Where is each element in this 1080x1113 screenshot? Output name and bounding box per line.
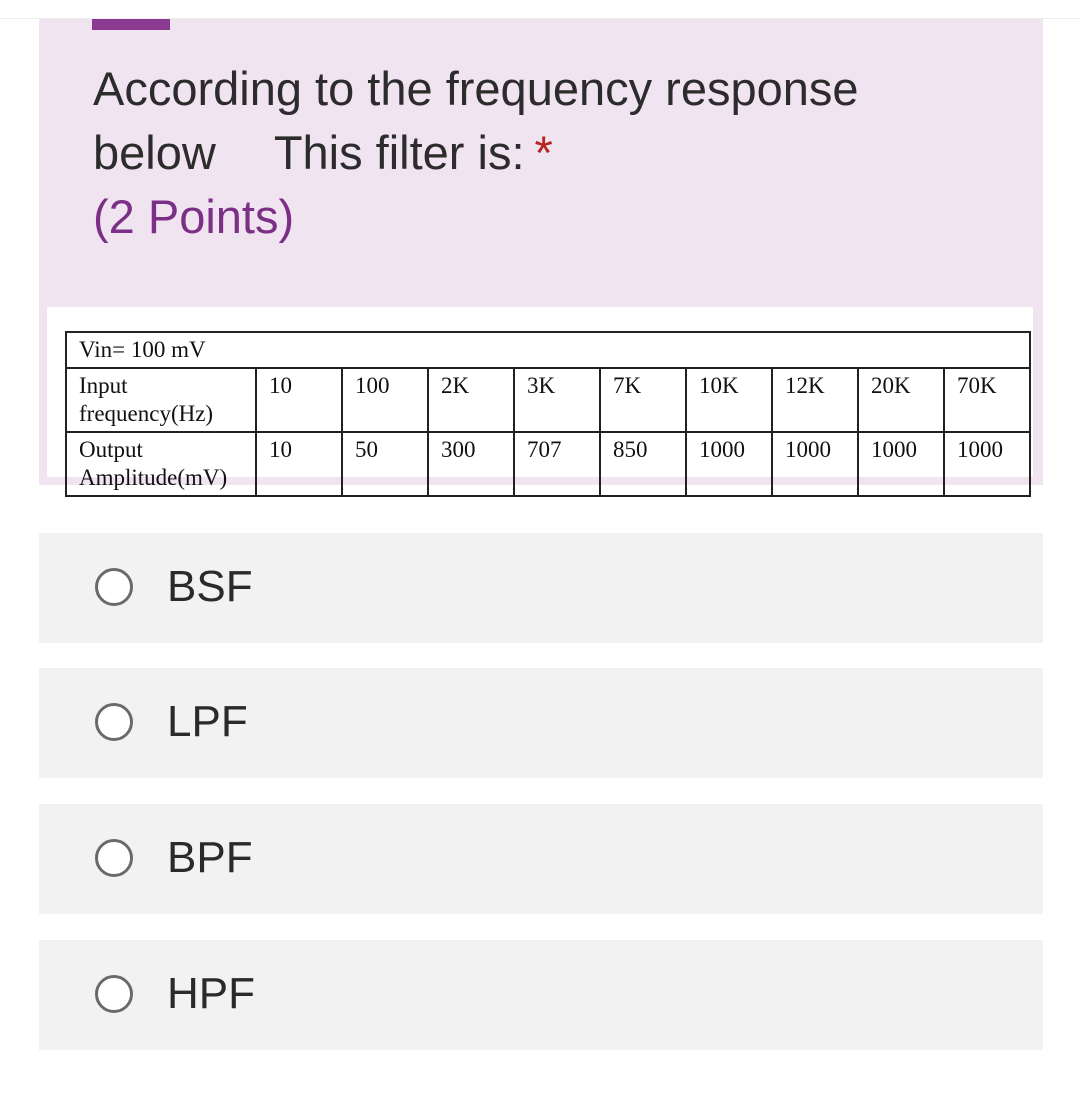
option-label[interactable]: HPF — [167, 969, 255, 1018]
option-bsf[interactable] — [39, 533, 1043, 643]
option-label[interactable]: BSF — [167, 562, 253, 611]
top-divider — [0, 0, 1080, 19]
table-cell: 850 — [600, 432, 686, 496]
frequency-response-table — [65, 331, 1031, 497]
option-bpf[interactable] — [39, 804, 1043, 914]
option-label[interactable]: BPF — [167, 833, 253, 882]
radio-button-icon[interactable] — [95, 703, 133, 741]
table-cell: 707 — [514, 432, 600, 496]
row-label-line-2: Amplitude(mV) — [79, 465, 228, 490]
table-cell: 2K — [428, 368, 514, 432]
option-label[interactable]: LPF — [167, 697, 248, 746]
points-label: (2 Points) — [93, 190, 295, 243]
table-cell: 20K — [858, 368, 944, 432]
radio-button-icon[interactable] — [95, 839, 133, 877]
table-cell: 70K — [944, 368, 1030, 432]
row-label — [66, 432, 256, 496]
question-card — [39, 19, 1043, 490]
table-cell: 7K — [600, 368, 686, 432]
option-hpf[interactable] — [39, 940, 1043, 1050]
question-line-2-start: below — [93, 126, 216, 179]
table-cell: 3K — [514, 368, 600, 432]
required-asterisk: * — [534, 126, 553, 179]
row-label-line-1: Output — [79, 437, 143, 462]
table-cell: 10 — [256, 368, 342, 432]
table-cell: 1000 — [772, 432, 858, 496]
table-cell: 100 — [342, 368, 428, 432]
radio-button-icon[interactable] — [95, 568, 133, 606]
table-cell: 1000 — [858, 432, 944, 496]
table-row — [66, 432, 1030, 496]
row-label-line-1: Input — [79, 373, 128, 398]
table-cell: 300 — [428, 432, 514, 496]
question-line-2-end: This filter is: — [273, 126, 525, 179]
table-cell: 12K — [772, 368, 858, 432]
table-row — [66, 368, 1030, 432]
question-image — [47, 307, 1033, 490]
accent-bar — [92, 19, 170, 30]
table-cell: 50 — [342, 432, 428, 496]
table-cell: 1000 — [686, 432, 772, 496]
table-cell: 1000 — [944, 432, 1030, 496]
radio-button-icon[interactable] — [95, 975, 133, 1013]
table-cell: 10 — [256, 432, 342, 496]
table-cell: 10K — [686, 368, 772, 432]
question-line-1: According to the frequency response — [93, 62, 859, 115]
row-label-line-2: frequency(Hz) — [79, 401, 214, 426]
table-header-row — [66, 332, 1030, 368]
question-title — [93, 57, 993, 249]
option-lpf[interactable] — [39, 668, 1043, 778]
table-header-cell: Vin= 100 mV — [66, 332, 1030, 368]
row-label — [66, 368, 256, 432]
